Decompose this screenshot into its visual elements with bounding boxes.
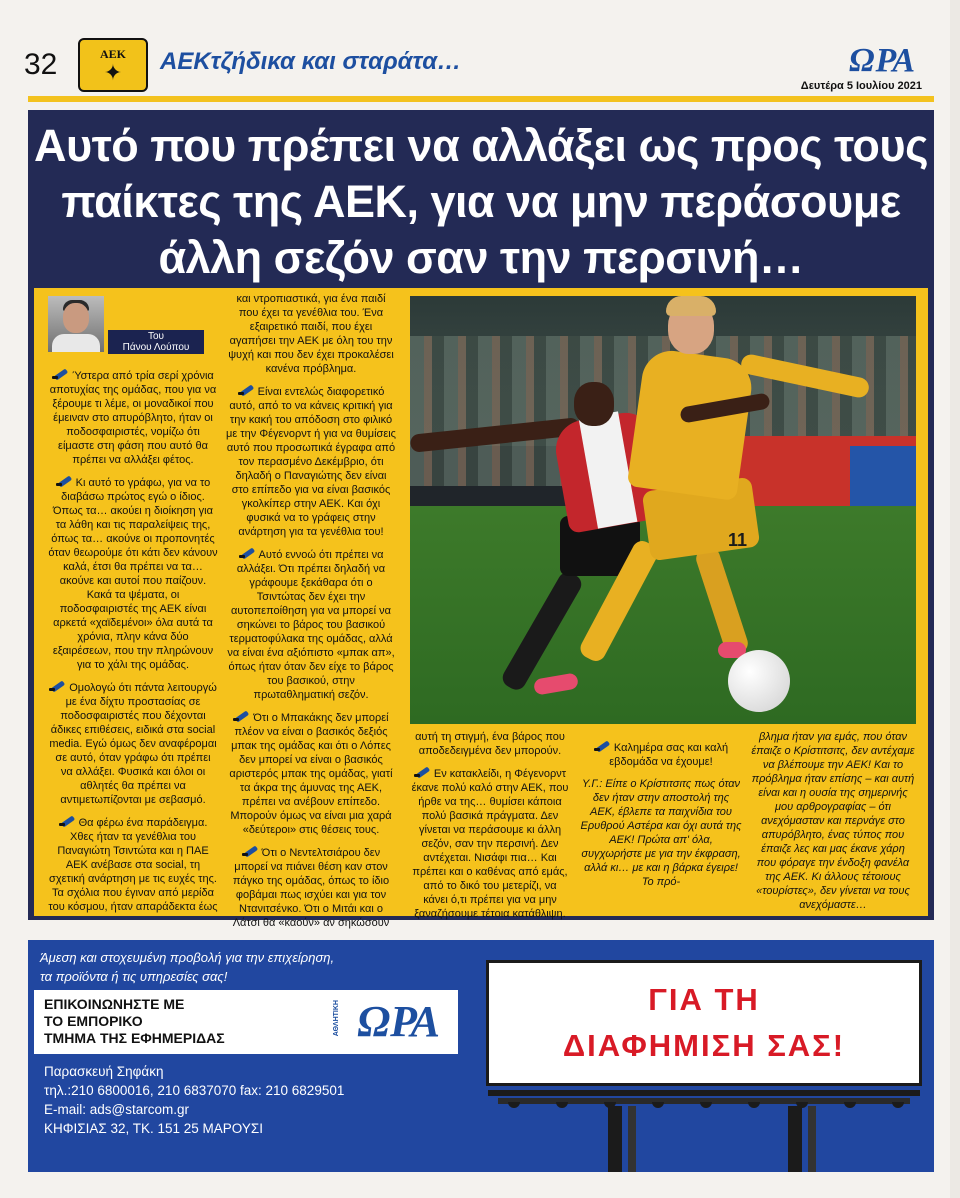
paragraph: και ντροπιαστικά, για ένα παιδί που έχει τα γενέθλια του. Ένα εξαιρετικό παιδί, που έχει αγαπήσει την ΑΕΚ με όλη του την ψυχή και που δεν έχει προκαλέσει κανένα πρόβλημα. [228,293,394,375]
issue-date: Δευτέρα 5 Ιουλίου 2021 [800,80,922,92]
pen-icon [242,845,260,857]
pen-icon [233,710,251,722]
pen-icon [56,475,74,487]
author-photo [48,296,104,352]
paragraph: Ομολογώ ότι πάντα λειτουργώ με ένα δίχτυ προστασίας σε ποδοσφαιριστές που δέχονται άδικες επιθέσεις, ειδικά στα social media. Εγώ όμως δεν αναφέρομαι σε αυτό, όταν γράφω ότι πρέπει να αλλάξει. Φυσικά και όλοι οι αθλητές θα πρέπει να αντιμετωπίζονται με σεβασμό. [49,682,217,806]
article-column-1 [48,368,218,922]
paragraph: Θα φέρω ένα παράδειγμα. Χθες ήταν τα γενέθλια του Παναγιώτη Τσιντώτα και η ΠΑΕ ΑΕΚ ανέβασε στα social, τη σχετική ανάρτηση με τις ευχές της. Τα σχόλια που έγιναν από μερίδα του κόσμου, ήταν απαράδεκτα έως [48,817,218,913]
paragraph: Αυτό εννοώ ότι πρέπει να αλλάξει. Ότι πρέπει δηλαδή να γράφουμε ξεκάθαρα ότι ο Τσιντώτας δεν έχει την αυτοπεποίθηση για να μπορεί να σηκώνει το βάρος του βασικού τερματοφύλακα της ομάδας, αλλά να είναι ένα αξιόπιστο «μπακ απ», όπως ήταν όταν δεν είχε το βάρος του βασικού, στην πρωταθληματική σεζόν. [227,549,395,701]
headline [28,118,934,286]
pen-icon [414,766,432,778]
pen-icon [52,368,70,380]
pen-icon [594,740,612,752]
billboard-post [608,1106,622,1172]
contact-address: ΚΗΦΙΣΙΑΣ 32, ΤΚ. 151 25 ΜΑΡΟΥΣΙ [44,1121,263,1136]
aek-logo [78,38,148,92]
billboard-post [788,1106,802,1172]
paragraph: Κι αυτό το γράφω, για να το διαβάσω πρώτος εγώ ο ίδιος. Όπως τα… ακούει η διοίκηση για τα λάθη και τις παραλείψεις της, όπως τα… ακούνε οι προπονητές όταν θεωρούμε ότι κάτι δεν κάνουν καλά, έτσι θα πρέπει να τα… ακούνε και αυτοί που παίζουν. Κακά τα ψέματα, οι ποδοσφαιριστές της ΑΕΚ είναι αρκετά «χαϊδεμένοι» όλα αυτά τα χρόνια, πλην κάνα δύο εξαιρέσεων, που την πληρώνουν για το χάλι της ομάδας. [48,477,218,671]
paragraph: Ύστερα από τρία σερί χρόνια αποτυχίας της ομάδας, που για να ξέρουμε τι λέμε, οι μοναδικοί που έμειναν στο απυρόβλητο, ήταν οι ποδοσφαιριστές, νομίζω ότι είμαστε στη φάση που αυτό θα πρέπει να αλλάξει φέτος. [49,370,217,466]
ad-contact-text: ΕΠΙΚΟΙΝΩΝΗΣΤΕ ΜΕ ΤΟ ΕΜΠΟΡΙΚΟ ΤΜΗΜΑ ΤΗΣ ΕΦΗΜΕΡΙΔΑΣ [44,996,225,1046]
billboard-lamp-icon [508,1102,520,1108]
eagle-icon: ✦ [103,59,123,85]
paragraph: αυτή τη στιγμή, ένα βάρος που αποδεδειγμένα δεν μπορούν. [415,731,565,757]
header-divider [28,96,934,102]
billboard-lamp-icon [892,1102,904,1108]
match-photo: 11 [410,296,916,724]
page-number: 32 [24,48,58,81]
billboard-lamp-icon [700,1102,712,1108]
billboard-rail [488,1090,920,1096]
contact-name: Παρασκευή Σηφάκη [44,1064,164,1079]
headline-line: άλλη σεζόν σαν την περσινή… [158,232,804,283]
paragraph: βλημα ήταν για εμάς, που όταν έπαιζε ο Κρίστιτσιτς, δεν αντέχαμε να βλέπουμε την ΑΕΚ! Και το πρόβλημα ήταν επίσης – και αυτή είναι και η ουσία της σημερινής μου αρθρογραφίας – ότι ανεχόμασταν και περνάγε στο απυρόβλητο, ένας τύπος που έπαιζε λες και μας έκανε χάρη που φόραγε την ένδοξη φανέλα της ΑΕΚ. Κι άλλους τέτοιους «τουρίστες», δεν γίνεται να τους ανεχόμαστε… [751,731,915,911]
pen-icon [49,680,67,692]
ad-brand-logo: ΩΡΑ [357,997,440,1046]
billboard-lamp-icon [556,1102,568,1108]
football [728,650,790,712]
headline-line: Αυτό που πρέπει να αλλάξει ως προς τους [34,120,928,171]
article-column-4 [580,730,742,897]
paragraph: Ότι ο Νεντελτσιάρου δεν μπορεί να πιάνει θέση καν στον πάγκο της ομάδας, όπως το ίδιο φοβάμαι πως ισχύει και για τον Ντανιτσένκο. Ότι ο Μιτάι και ο Λάτσι θα «καούν» αν σηκώσουν [232,847,390,929]
billboard [486,960,922,1086]
billboard-lamp-icon [652,1102,664,1108]
pen-icon [59,815,77,827]
article-column-3 [410,730,570,929]
section-title: ΑΕΚτζήδικα και σταράτα… [160,48,462,75]
paragraph: Ότι ο Μπακάκης δεν μπορεί πλέον να είναι ο βασικός δεξιός μπακ της ομάδας και ότι ο Λόπες δεν μπορεί να είναι ο βασικός αριστερός μπακ της ομάδας, γιατί τα άκρα της άμυνας της ΑΕΚ, πρέπει να ανέβουν επίπεδο. Μπορούν όμως να είναι μια χαρά «δεύτεροι» στις θέσεις τους. [229,712,393,836]
billboard-post [808,1106,816,1172]
article-column-2 [226,292,396,938]
ad-contact-details [44,1062,344,1138]
billboard-post [628,1106,636,1172]
billboard-lamp-icon [844,1102,856,1108]
newspaper-logo: ΩΡΑ [849,42,916,79]
advertisement [28,940,934,1172]
author-name: Του Πάνου Λούπου [108,330,204,354]
article-body [34,288,928,929]
page-header [0,0,960,100]
ad-brand-subtitle: ΑΘΛΗΤΙΚΗ [333,1000,340,1037]
contact-email[interactable]: E-mail: ads@starcom.gr [44,1102,189,1117]
pen-icon [239,547,257,559]
article-column-5 [750,730,916,920]
paragraph: Είναι εντελώς διαφορετικό αυτό, από το να κάνεις κριτική για την κακή του απόδοση στο φιλικό με την Φέγενορντ ή για να θυμίσεις αυτό που προσωπικά έγραφα από τον περασμένο Δεκέμβριο, ότι δηλαδή ο Παναγιώτης δεν είναι στο επίπεδο για να είναι βασικός γκολκίπερ στην ΑΕΚ. Και όχι φυσικά να το γράφεις στην ανάρτηση για τα γενέθλια του! [226,386,396,538]
aek-logo-text: ΑΕΚ [99,46,126,61]
greeting: Καλημέρα σας και καλή εβδομάδα να έχουμε! [580,740,742,769]
paragraph: Εν κατακλείδι, η Φέγενορντ έκανε πολύ καλό στην ΑΕΚ, που ήρθε να της… θυμίσει κάποια πολύ βασικά πράγματα. Δεν γίνεται να περάσουμε κι άλλη σεζόν, σαν την περσινή. Δεν αντέχεται. Νισάφι πια… Και πρέπει και ο καθένας από εμάς, από το δικό του μετερίζι, να κάνει ό,τι πρέπει για να μην ξαναζήσουμε τέτοια κατάθλιψη. [411,768,569,920]
contact-phones: τηλ.:210 6800016, 210 6837070 fax: 210 6829501 [44,1083,345,1098]
page-edge [950,0,960,1198]
billboard-text: ΓΙΑ ΤΗ ΔΙΑΦΗΜΙΣΗ ΣΑΣ! [562,982,846,1063]
billboard-lamp-icon [748,1102,760,1108]
pen-icon [238,384,256,396]
ad-contact-box [34,990,458,1054]
article [28,110,934,929]
headline-line: παίκτες της ΑΕΚ, για να μην περάσουμε [61,176,901,227]
postscript: Υ.Γ.: Είπε ο Κρίστιτσιτς πως όταν δεν ήταν στην αποστολή της ΑΕΚ, έβλεπε τα παιχνίδια του Ερυθρού Αστέρα και όχι αυτά της ΑΕΚ! Πρώτα απ' όλα, συγχωρήστε με για την έκφραση, αλλά κι… με και η βάρκα έγειρε! Το πρό- [580,778,742,888]
ad-tagline: Άμεση και στοχευμένη προβολή για την επιχείρηση, τα προϊόντα ή τις υπηρεσίες σας! [40,950,335,984]
author-byline [48,296,214,358]
